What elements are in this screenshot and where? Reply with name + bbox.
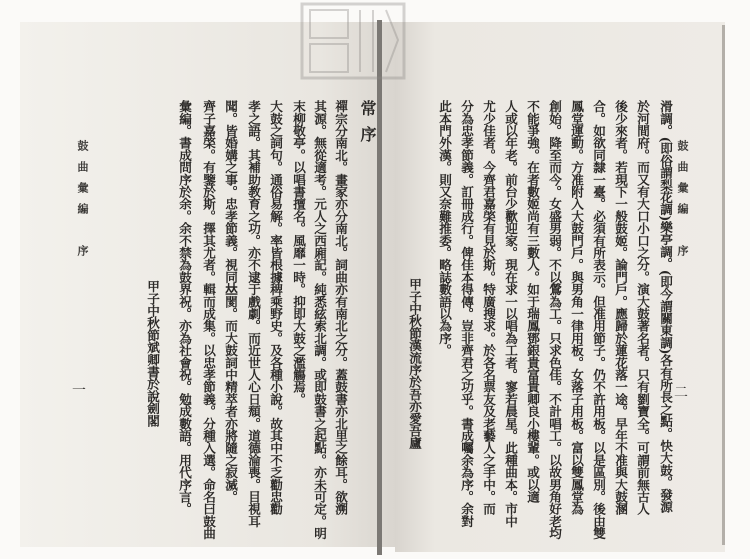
preface-title: 常序 [358, 100, 377, 152]
text-column: 不能爭強。在者數姬尚有三數人。如于瑞鳳鄧銀貴富貴卿良小樓輩。或以適 [525, 100, 540, 503]
text-column: 鳳堂運動。方准附入大鼓門戶。與男角一律用板。女落子用板。富以雙鳳堂為 [569, 100, 584, 515]
signature-line: 甲子中秋節漢流序於吾亦愛吾廬 [407, 278, 422, 449]
text-column: 大鼓之詞句。通俗易解。率皆根據稗乘野史。及各種小說。故其中不乏勸忠勸 [268, 100, 283, 515]
right-page-edge [722, 25, 725, 545]
text-column: 滑調。(即俗謂梨花調)樂亭調。(即今謂關東調)各有所長之點。快大鼓。發源 [658, 100, 673, 513]
text-column: 禪宗分南北。畫家亦分南北。詞曲亦有南北之分。蓋鼓書亦北里之餘耳。欲溯 [333, 100, 348, 515]
signature-line: 甲子中秋節斌卿書於說劍閣 [145, 280, 160, 427]
text-column: 孝之語。其補助教育之功。亦不逮于戲劇。而近世人心日頹。道德淪喪。目視耳 [246, 100, 261, 527]
text-column: 創始。降至而今。女盛男弱。不以鶯為工。只求色佳。不計唱工。以故男角好老均 [547, 100, 562, 540]
page-number: 一 [72, 383, 86, 399]
text-column: 後少來者。若現下一般鼓姬。論門戶。應歸於蓮花落一途。早年不准與大鼓溷 [613, 100, 628, 515]
text-column: 合。如欲同隸一臺。必須有所表示。但准用節子。仍不許用板。以是區別。後由雙 [591, 100, 606, 540]
text-column: 尤少佳者。今齊君嘉棨有見於斯。特廣搜求。於各名票友及老藝人之手中。而 [481, 100, 496, 515]
text-column: 此本門外漢。則又奈難推委。略誌數語以為序。 [437, 100, 452, 357]
page-number: 二 [674, 385, 688, 401]
running-header: 鼓曲彙編 序 [676, 140, 689, 266]
library-seal-stamp [298, 0, 408, 82]
running-header: 鼓曲彙編 序 [76, 140, 89, 266]
text-column: 分為忠孝節義。訂冊成行。俾佳本得傳。豈非齊君之功乎。書成囑余為序。余對 [459, 100, 474, 527]
text-column: 聞。皆婚媾之事。忠孝節義。視同𠀤閡。而大鼓詞中精萃者亦將隨之寂滅。 [223, 100, 238, 503]
text-column: 齊子嘉棨。有鑒於斯。擇其尤者。輯而成集。以忠孝節義。分種入選。命名曰鼓曲 [201, 100, 216, 540]
text-column: 人或以年老。前台少歡迎家。現在求一以唱為工者。寥若晨星。此種曲本。市中 [503, 100, 518, 527]
text-column: 彙編。書成問序於余。余不禁為鼓界祝。亦為社會祝。勉成數語。用代序言。 [177, 100, 192, 515]
text-column: 於河間府。而又有大口小口之分。演大鼓著名者。只有劉寶全。可謂前無古人 [635, 100, 650, 515]
text-column: 其源。無從適考。元人之西廂記。純悉絃索北調。或即鼓書之起點。亦未可定。明 [312, 100, 327, 540]
text-column: 末柳敬亭。以唱書擅名。風靡一時。抑即大鼓之濫觴焉。 [291, 100, 306, 405]
